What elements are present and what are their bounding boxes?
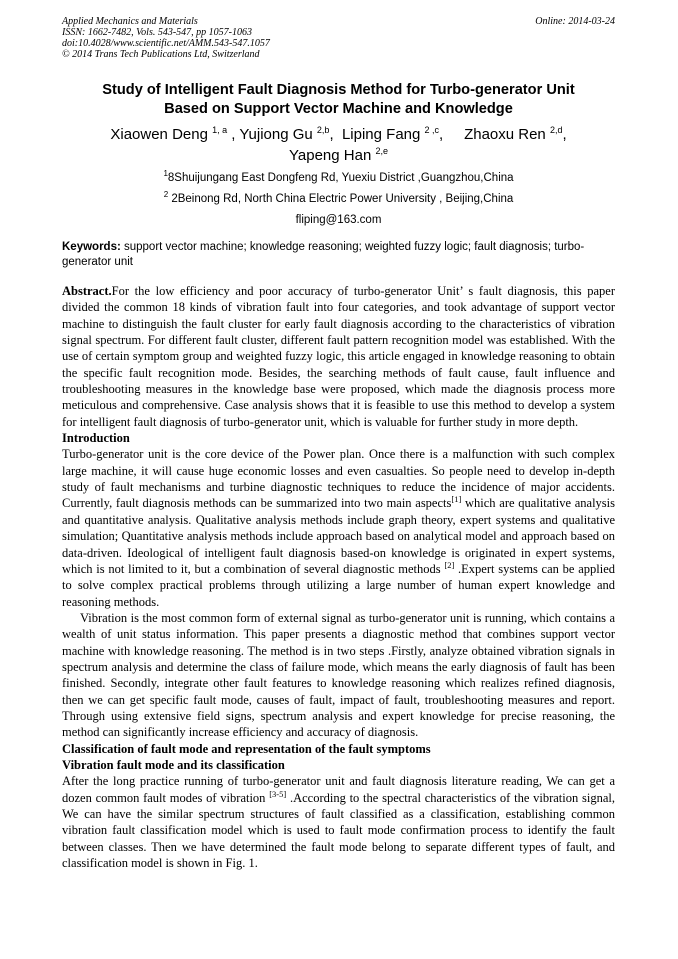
keywords-text: support vector machine; knowledge reasoning; weighted fuzzy logic; fault diagnosis; turbo-generator unit: [62, 241, 585, 268]
citation-ref: [3-5]: [269, 788, 287, 799]
author-list: [62, 125, 615, 166]
affiliation-text: 2Beinong Rd, North China Electric Power University , Beijing,China: [168, 193, 514, 205]
classification-text: After the long practice running of turbo-generator unit and fault diagnosis literature reading, We can get a dozen common fault modes of vibration: [62, 774, 615, 805]
author-name: Yujiong Gu: [239, 126, 313, 143]
author-separator: ,: [439, 126, 465, 143]
author-email: fliping@163.com: [295, 214, 382, 226]
classification-paragraph: [62, 773, 615, 871]
author-name: Liping Fang: [341, 126, 421, 143]
affiliation-mark: 2: [163, 190, 169, 199]
title-line-2: Based on Support Vector Machine and Knowledge: [164, 100, 513, 117]
online-date: Online: 2014-03-24: [535, 16, 615, 27]
journal-name: Applied Mechanics and Materials: [62, 16, 198, 27]
subsection-heading-vibration-fault: Vibration fault mode and its classification: [62, 757, 285, 772]
abstract-label: Abstract.: [62, 284, 112, 298]
author-name: Xiaowen Deng: [110, 126, 208, 143]
citation-ref: [2]: [444, 559, 455, 570]
author-affil-mark: 2,e: [375, 145, 388, 156]
paper-body: [62, 283, 615, 871]
intro-text: .Expert systems can be applied to solve complex practical problems through utilizing a large number of human expert knowledge and reasoning methods.: [62, 561, 615, 609]
author-name: Zhaoxu Ren: [464, 126, 546, 143]
classification-text: .According to the spectral characteristics of the vibration signal, We can have the similar spectrum structures of fault classified as a classification, establishing common vibration fault classification model which is used to fault mode confirmation process to identify the fault between classes. Then we have determined the fault mode belong to separate different types of fault, and classification model is shown in Fig. 1.: [62, 790, 615, 871]
abstract-paragraph: [62, 283, 615, 430]
author-affil-mark: 2,b: [316, 125, 330, 135]
section-heading-classification: Classification of fault mode and representation of the fault symptoms: [62, 741, 431, 756]
affiliation-2: [62, 192, 615, 206]
intro-paragraph-2: Vibration is the most common form of external signal as turbo-generator unit is running, which contains a wealth of unit status information. This paper presents a diagnostic method that combines support vector machine with knowledge reasoning. The method is in two steps .Firstly, analyze obtained vibration signals in spectrum analysis and determine the class of failure mode, which means the early diagnosis of fault has been finished. Secondly, integrate other fault features to knowledge reasoning which realizes refined diagnosis, then we can get specific fault mode, causes of fault, impact of fault, troubleshooting measures and report. Through using extensive field signs, spectrum analysis and expert knowledge for precise reasoning, the method can significantly increase efficiency and accuracy of diagnosis.: [62, 610, 615, 740]
citation-ref: [1]: [451, 494, 462, 505]
affiliation-text: 8Shuijungang East Dongfeng Rd, Yuexiu District ,Guangzhou,China: [167, 172, 514, 184]
author-line-2: [62, 146, 615, 167]
intro-text: Turbo-generator unit is the core device of the Power plan. Once there is a malfunction with such complex large machine, it will cause huge economic losses and even casualties. So people need to develop in-depth study of fault mechanisms and turbine diagnostic techniques to reduce the incidence of major accidents. Currently, fault diagnosis methods can be summarized into two main aspects: [62, 447, 615, 511]
author-separator: ,: [562, 126, 567, 143]
affiliation-mark: 1: [163, 169, 168, 178]
issn-line: ISSN: 1662-7482, Vols. 543-547, pp 1057-1063: [62, 27, 252, 38]
copyright-line: © 2014 Trans Tech Publications Ltd, Switzerland: [62, 49, 260, 60]
abstract-text: For the low efficiency and poor accuracy of turbo-generator Unit’ s fault diagnosis, this paper divided the common 18 kinds of vibration fault into four categories, and took advantage of support vector machine to distinguish the fault cluster for early fault diagnosis according to the characteristics of vibration signal spectrum. For different fault cluster, different fault pattern recognition model was established. With the use of certain symptom group and weighted fuzzy logic, this article engaged in knowledge reasoning to obtain the specific fault recognition mode. Besides, the searching methods of fault cause, fault influence and troubleshooting measures in the knowledge base were proposed, which made the diagnosis process more meticulous and comprehensive. Case analysis shows that it is feasible to use this method to develop a system for intelligent fault diagnosis of turbo-generator unit, which is valuable for further study in more depth.: [62, 284, 615, 429]
affiliation-1: [62, 171, 615, 185]
introduction-heading: Introduction: [62, 431, 130, 446]
author-affil-mark: 2 ,c: [424, 125, 440, 135]
author-separator: ,: [329, 126, 342, 143]
title-line-1: Study of Intelligent Fault Diagnosis Method for Turbo-generator Unit: [102, 82, 575, 98]
author-affil-mark: 1, a: [212, 125, 228, 135]
keywords-label: Keywords:: [62, 241, 121, 253]
intro-text: which are qualitative analysis and quantitative analysis. Qualitative analysis methods include graph theory, expert systems and qualitative simulation; Quantitative analysis methods include approach based on analytical model and approach based on data-driven. Ideological of intelligent fault diagnosis based-on knowledge is originated in expert systems, which is not limited to it, but a combination of several diagnostic methods: [62, 496, 615, 576]
author-separator: ,: [227, 126, 240, 143]
author-name: Yapeng Han: [289, 146, 372, 164]
keywords: [62, 240, 615, 270]
journal-header: [62, 16, 615, 60]
author-line-1: [62, 125, 615, 146]
doi-line: doi:10.4028/www.scientific.net/AMM.543-547.1057: [62, 38, 270, 49]
intro-paragraph-1: [62, 446, 615, 609]
paper-title: [62, 81, 615, 118]
author-affil-mark: 2,d: [549, 125, 563, 135]
